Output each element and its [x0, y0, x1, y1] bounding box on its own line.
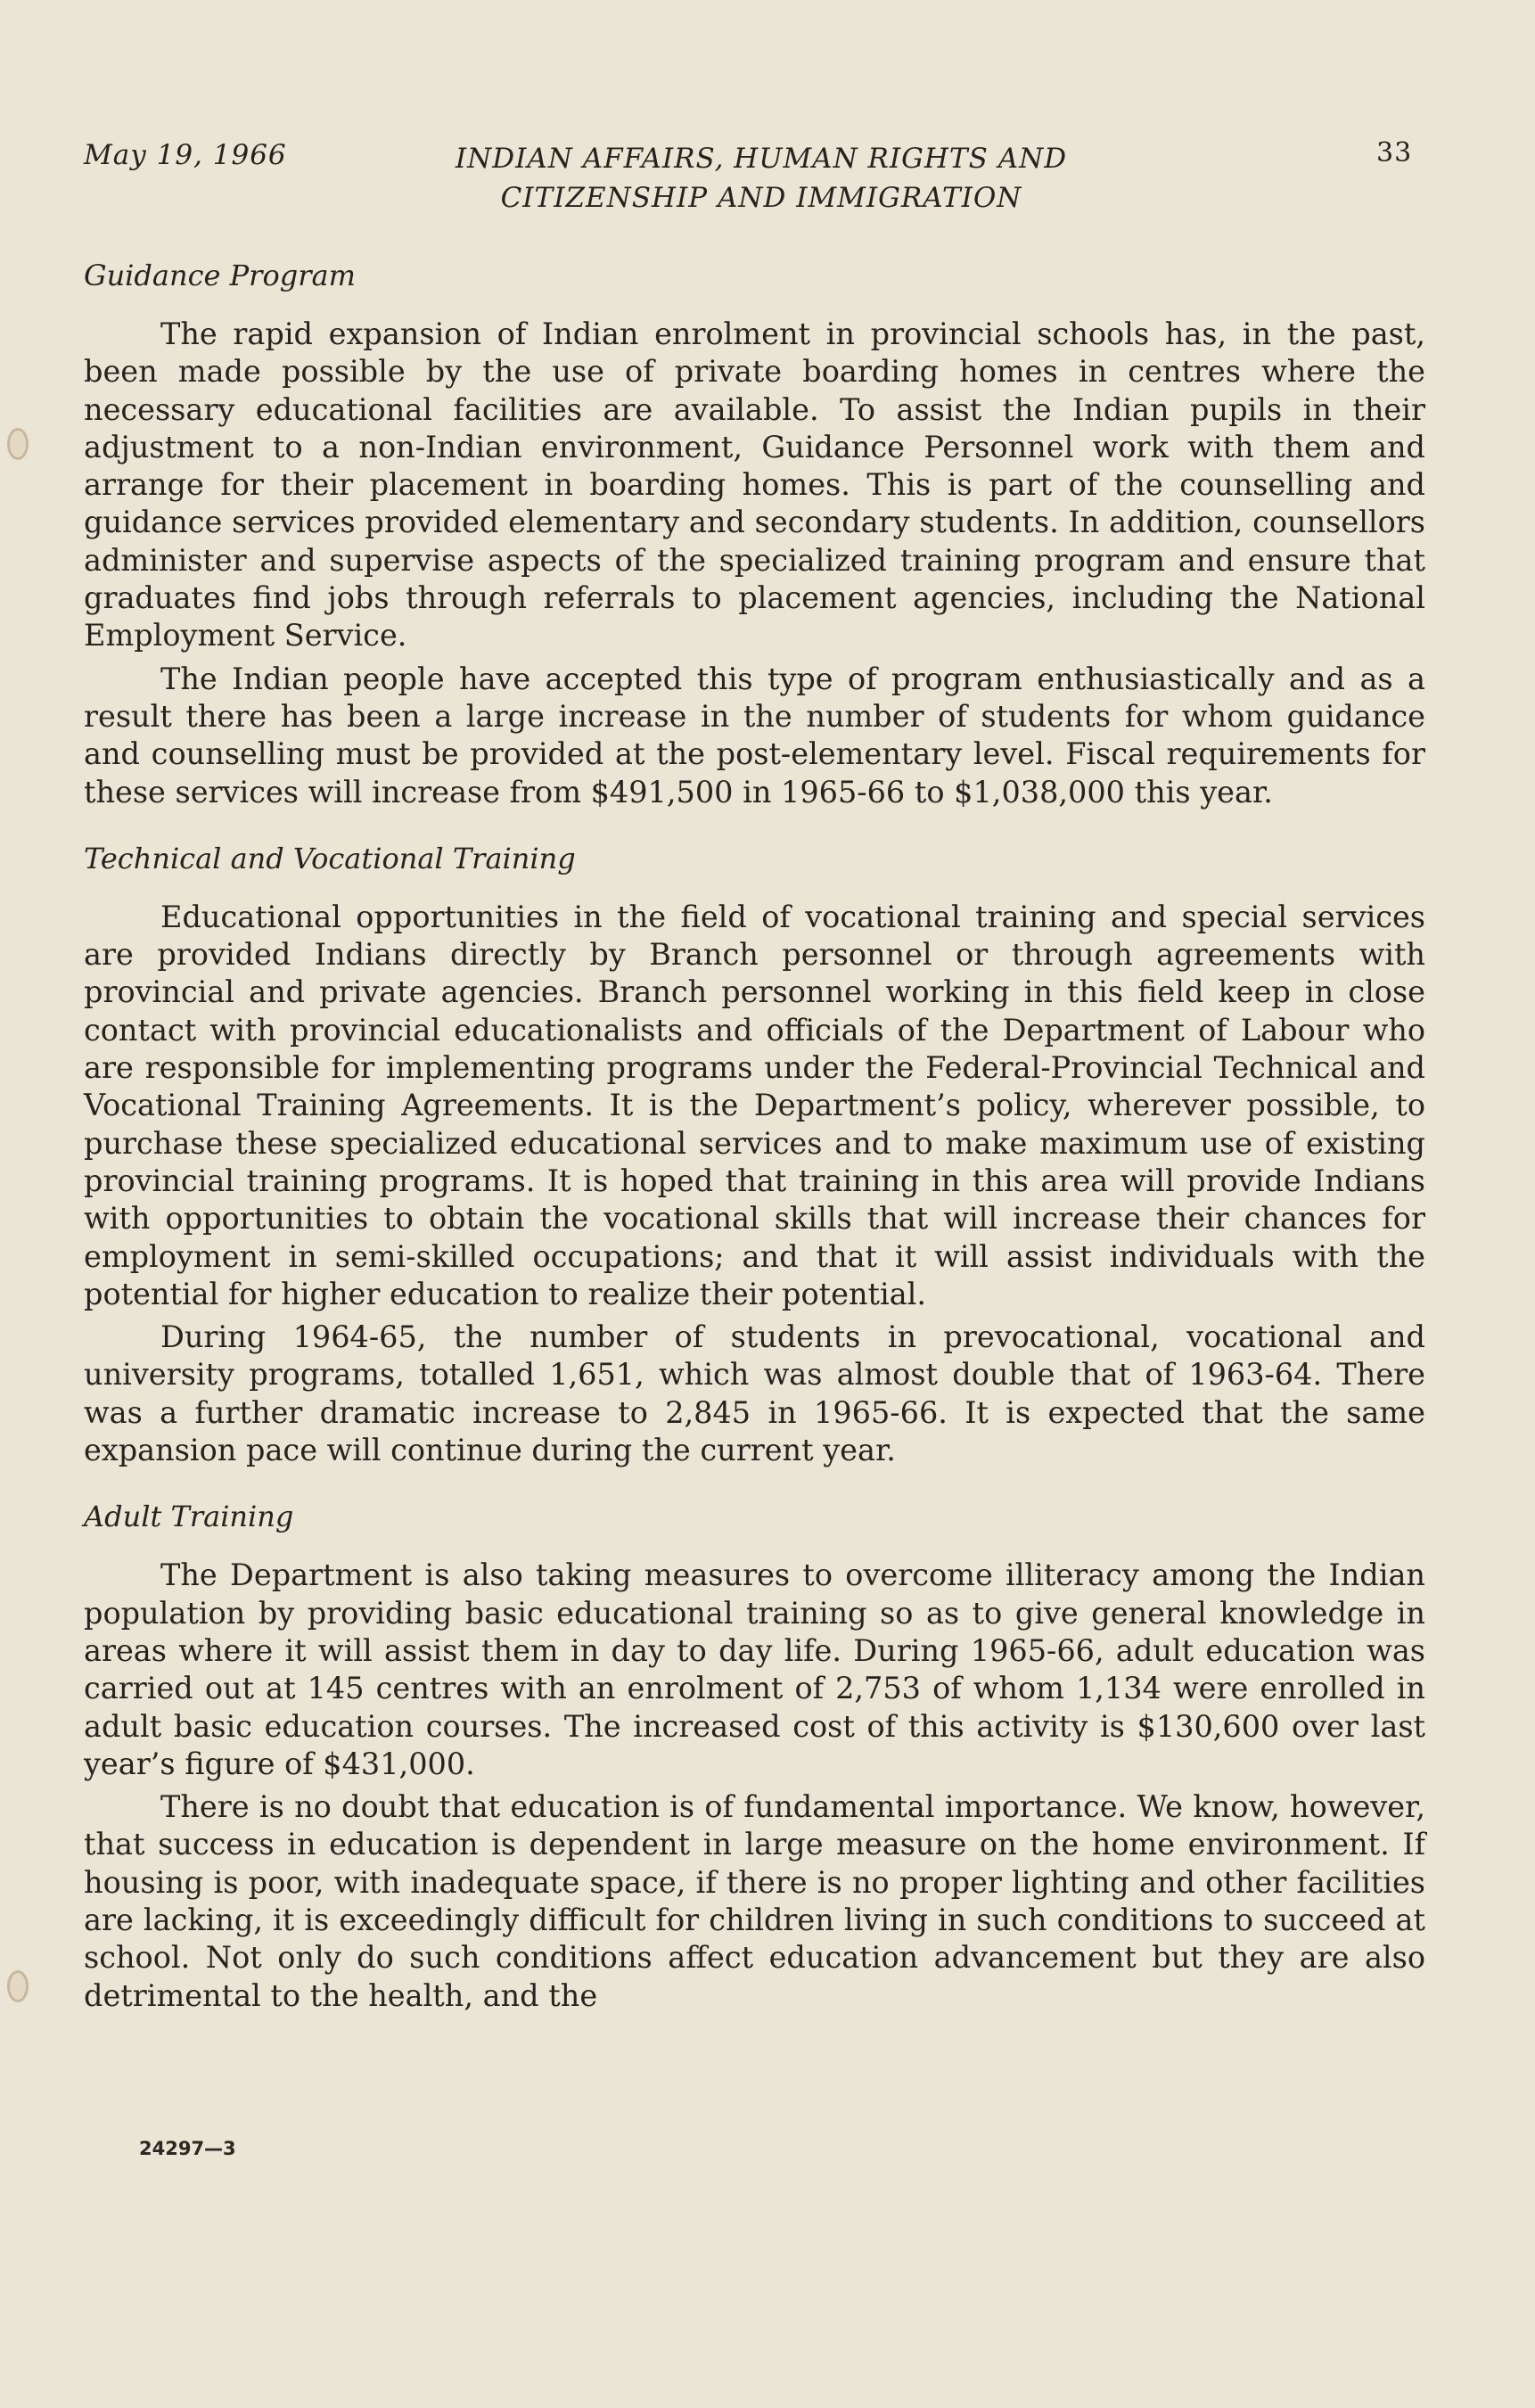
paragraph: The rapid expansion of Indian enrolment in provincial schools has, in the past, been made possible by the use of private boarding homes in centres where the necessary educational facilities are available. To assist the Indian pupils in their adjustment to a non-Indian environment, Guidance Personnel work with them and arrange for their placement in boarding homes. This is part of the counselling and guidance services provided elementary and secondary students. In addition, counsellors administer and supervise aspects of the specialized training program and ensure that graduates find jobs through referrals to placement agencies, including the National Employment Service. — [84, 316, 1425, 653]
running-header — [84, 134, 1421, 223]
section-technical-vocational-training — [84, 840, 1425, 1469]
section-adult-training — [84, 1498, 1425, 2015]
header-title-line-2: CITIZENSHIP AND IMMIGRATION — [500, 182, 1022, 214]
paragraph: The Indian people have accepted this type of program enthusiastically and as a result there has been a large increase in the number of students for whom guidance and counselling must be provided at the post-elementary level. Fiscal requirements for these services will increase from $491,500 in 1965-66 to $1,038,000 this year. — [84, 661, 1425, 810]
page-body — [84, 257, 1425, 2015]
binding-hole-mark-bottom — [7, 1970, 29, 2002]
section-heading: Technical and Vocational Training — [84, 841, 576, 875]
printer-signature-code: 24297—3 — [139, 2138, 236, 2159]
header-date: May 19, 1966 — [84, 139, 287, 171]
section-guidance-program — [84, 257, 1425, 811]
paragraph: During 1964-65, the number of students in prevocational, vocational and university programs, totalled 1,651, which was almost double that of 1963-64. There was a further dramatic increase to 2,845 in 1965-66. It is expected that the same expansion pace will continue during the current year. — [84, 1319, 1425, 1468]
paragraph: There is no doubt that education is of fundamental importance. We know, however, that success in education is dependent in large measure on the home environment. If housing is poor, with inadequate space, if there is no proper lighting and other facilities are lacking, it is exceedingly difficult for children living in such conditions to succeed at school. Not only do such conditions affect education advancement but they are also detrimental to the health, and the — [84, 1789, 1425, 2013]
paragraph: Educational opportunities in the field of vocational training and special services are provided Indians directly by Branch personnel or through agreements with provincial and private agencies. Branch personnel working in this field keep in close contact with provincial educationalists and officials of the Department of Labour who are responsible for implementing programs under the Federal-Provincial Technical and Vocational Training Agreements. It is the Department’s policy, wherever possible, to purchase these specialized educational services and to make maximum use of existing provincial training programs. It is hoped that training in this area will provide Indians with opportunities to obtain the vocational skills that will increase their chances for employment in semi-skilled occupations; and that it will assist individuals with the potential for higher education to realize their potential. — [84, 899, 1425, 1311]
section-heading: Adult Training — [84, 1500, 294, 1534]
paragraph: The Department is also taking measures to overcome illiteracy among the Indian population by providing basic educational training so as to give general knowledge in areas where it will assist them in day to day life. During 1965-66, adult education was carried out at 145 centres with an enrolment of 2,753 of whom 1,134 were enrolled in adult basic education courses. The increased cost of this activity is $130,600 over last year’s figure of $431,000. — [84, 1557, 1425, 1781]
header-title — [396, 139, 1127, 218]
header-title-line-1: INDIAN AFFAIRS, HUMAN RIGHTS AND — [455, 143, 1068, 175]
binding-hole-mark-top — [7, 428, 29, 460]
page-number: 33 — [1376, 137, 1413, 168]
section-heading: Guidance Program — [84, 259, 356, 292]
